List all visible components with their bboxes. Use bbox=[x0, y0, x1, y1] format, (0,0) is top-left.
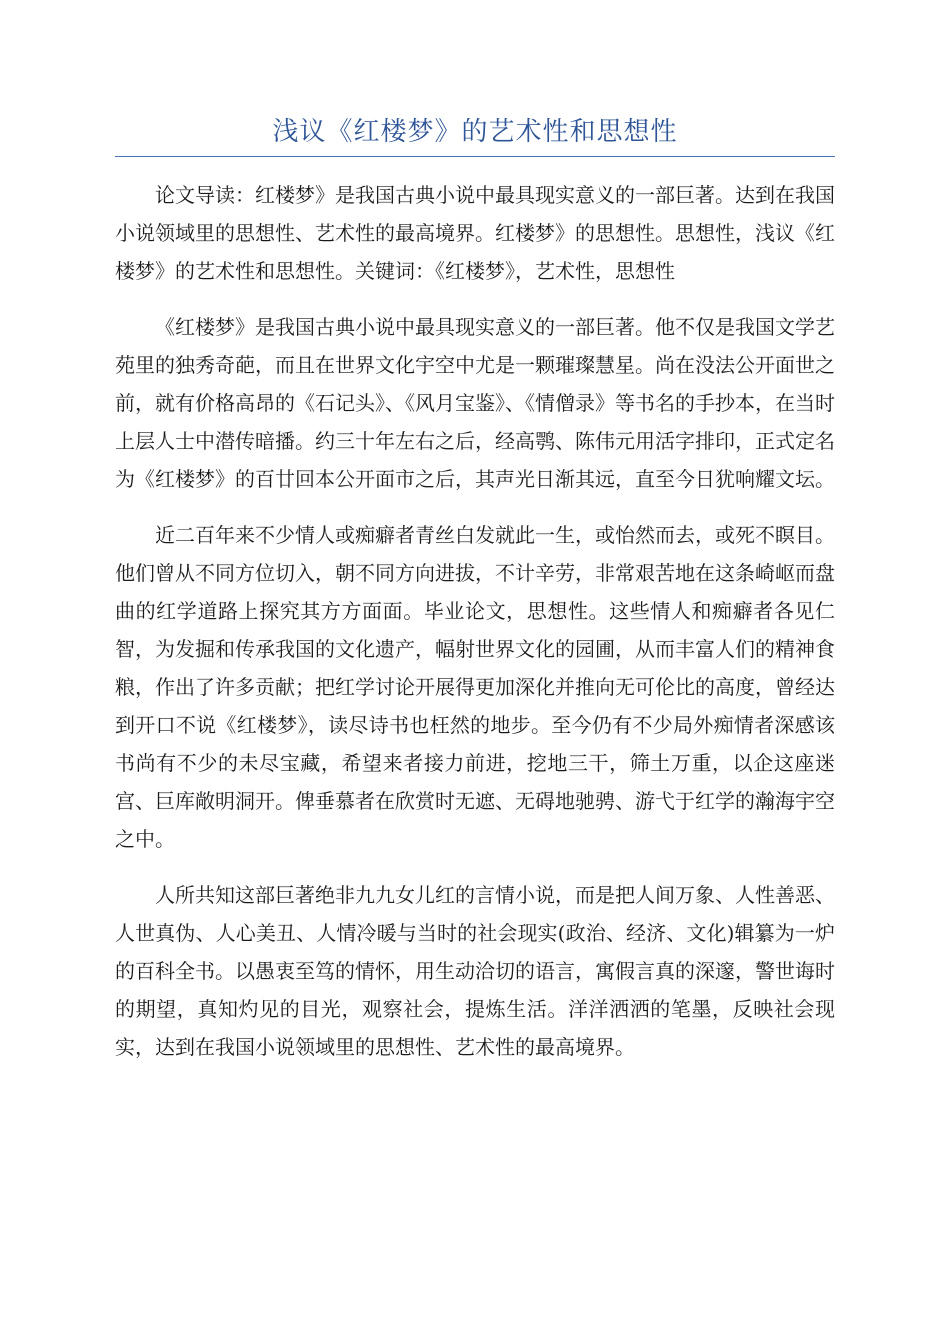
title-underline bbox=[115, 156, 835, 157]
paragraph-abstract: 论文导读：红楼梦》是我国古典小说中最具现实意义的一部巨著。达到在我国小说领域里的思想性、艺术性的最高境界。红楼梦》的思想性。思想性，浅议《红楼梦》的艺术性和思想性。关键词：《红楼梦》，艺术性，思想性 bbox=[115, 183, 835, 283]
paragraph-research-history: 近二百年来不少情人或痴癖者青丝白发就此一生，或怡然而去，或死不瞑目。他们曾从不同方位切入，朝不同方向进拔，不计辛劳，非常艰苦地在这条崎岖而盘曲的红学道路上探究其方方面面。毕业论文，思想性。这些情人和痴癖者各见仁智，为发掘和传承我国的文化遗产，幅射世界文化的园圃，从而丰富人们的精神食粮，作出了许多贡献；把红学讨论开展得更加深化并推向无可伦比的高度，曾经达到开口不说《红楼梦》，读尽诗书也枉然的地步。至今仍有不少局外痴情者深感该书尚有不少的未尽宝藏，希望来者接力前进，挖地三干，筛土万重，以企这座迷宫、巨库敞明洞开。俾垂慕者在欣赏时无遮、无碍地驰骋、游弋于红学的瀚海宇空之中。 bbox=[115, 523, 835, 851]
document-body bbox=[115, 176, 835, 1084]
paragraph-intro: 《红楼梦》是我国古典小说中最具现实意义的一部巨著。他不仅是我国文学艺苑里的独秀奇葩，而且在世界文化宇空中尤是一颗璀璨慧星。尚在没法公开面世之前，就有价格高昂的《石记头》、《风月宝鉴》、《情僧录》等书名的手抄本，在当时上层人士中潜传暗播。约三十年左右之后，经高鹗、陈伟元用活字排印，正式定名为《红楼梦》的百廿回本公开面市之后，其声光日渐其远，直至今日犹响耀文坛。 bbox=[115, 315, 835, 491]
document-title: 浅议《红楼梦》的艺术性和思想性 bbox=[272, 117, 678, 147]
paragraph-significance: 人所共知这部巨著绝非九九女儿红的言情小说，而是把人间万象、人性善恶、人世真伪、人心美丑、人情冷暖与当时的社会现实(政治、经济、文化)辑纂为一炉的百科全书。以愚衷至笃的情怀，用生动洽切的语言，寓假言真的深邃，警世诲时的期望，真知灼见的目光，观察社会，提炼生活。洋洋洒洒的笔墨，反映社会现实，达到在我国小说领域里的思想性、艺术性的最高境界。 bbox=[115, 883, 835, 1059]
